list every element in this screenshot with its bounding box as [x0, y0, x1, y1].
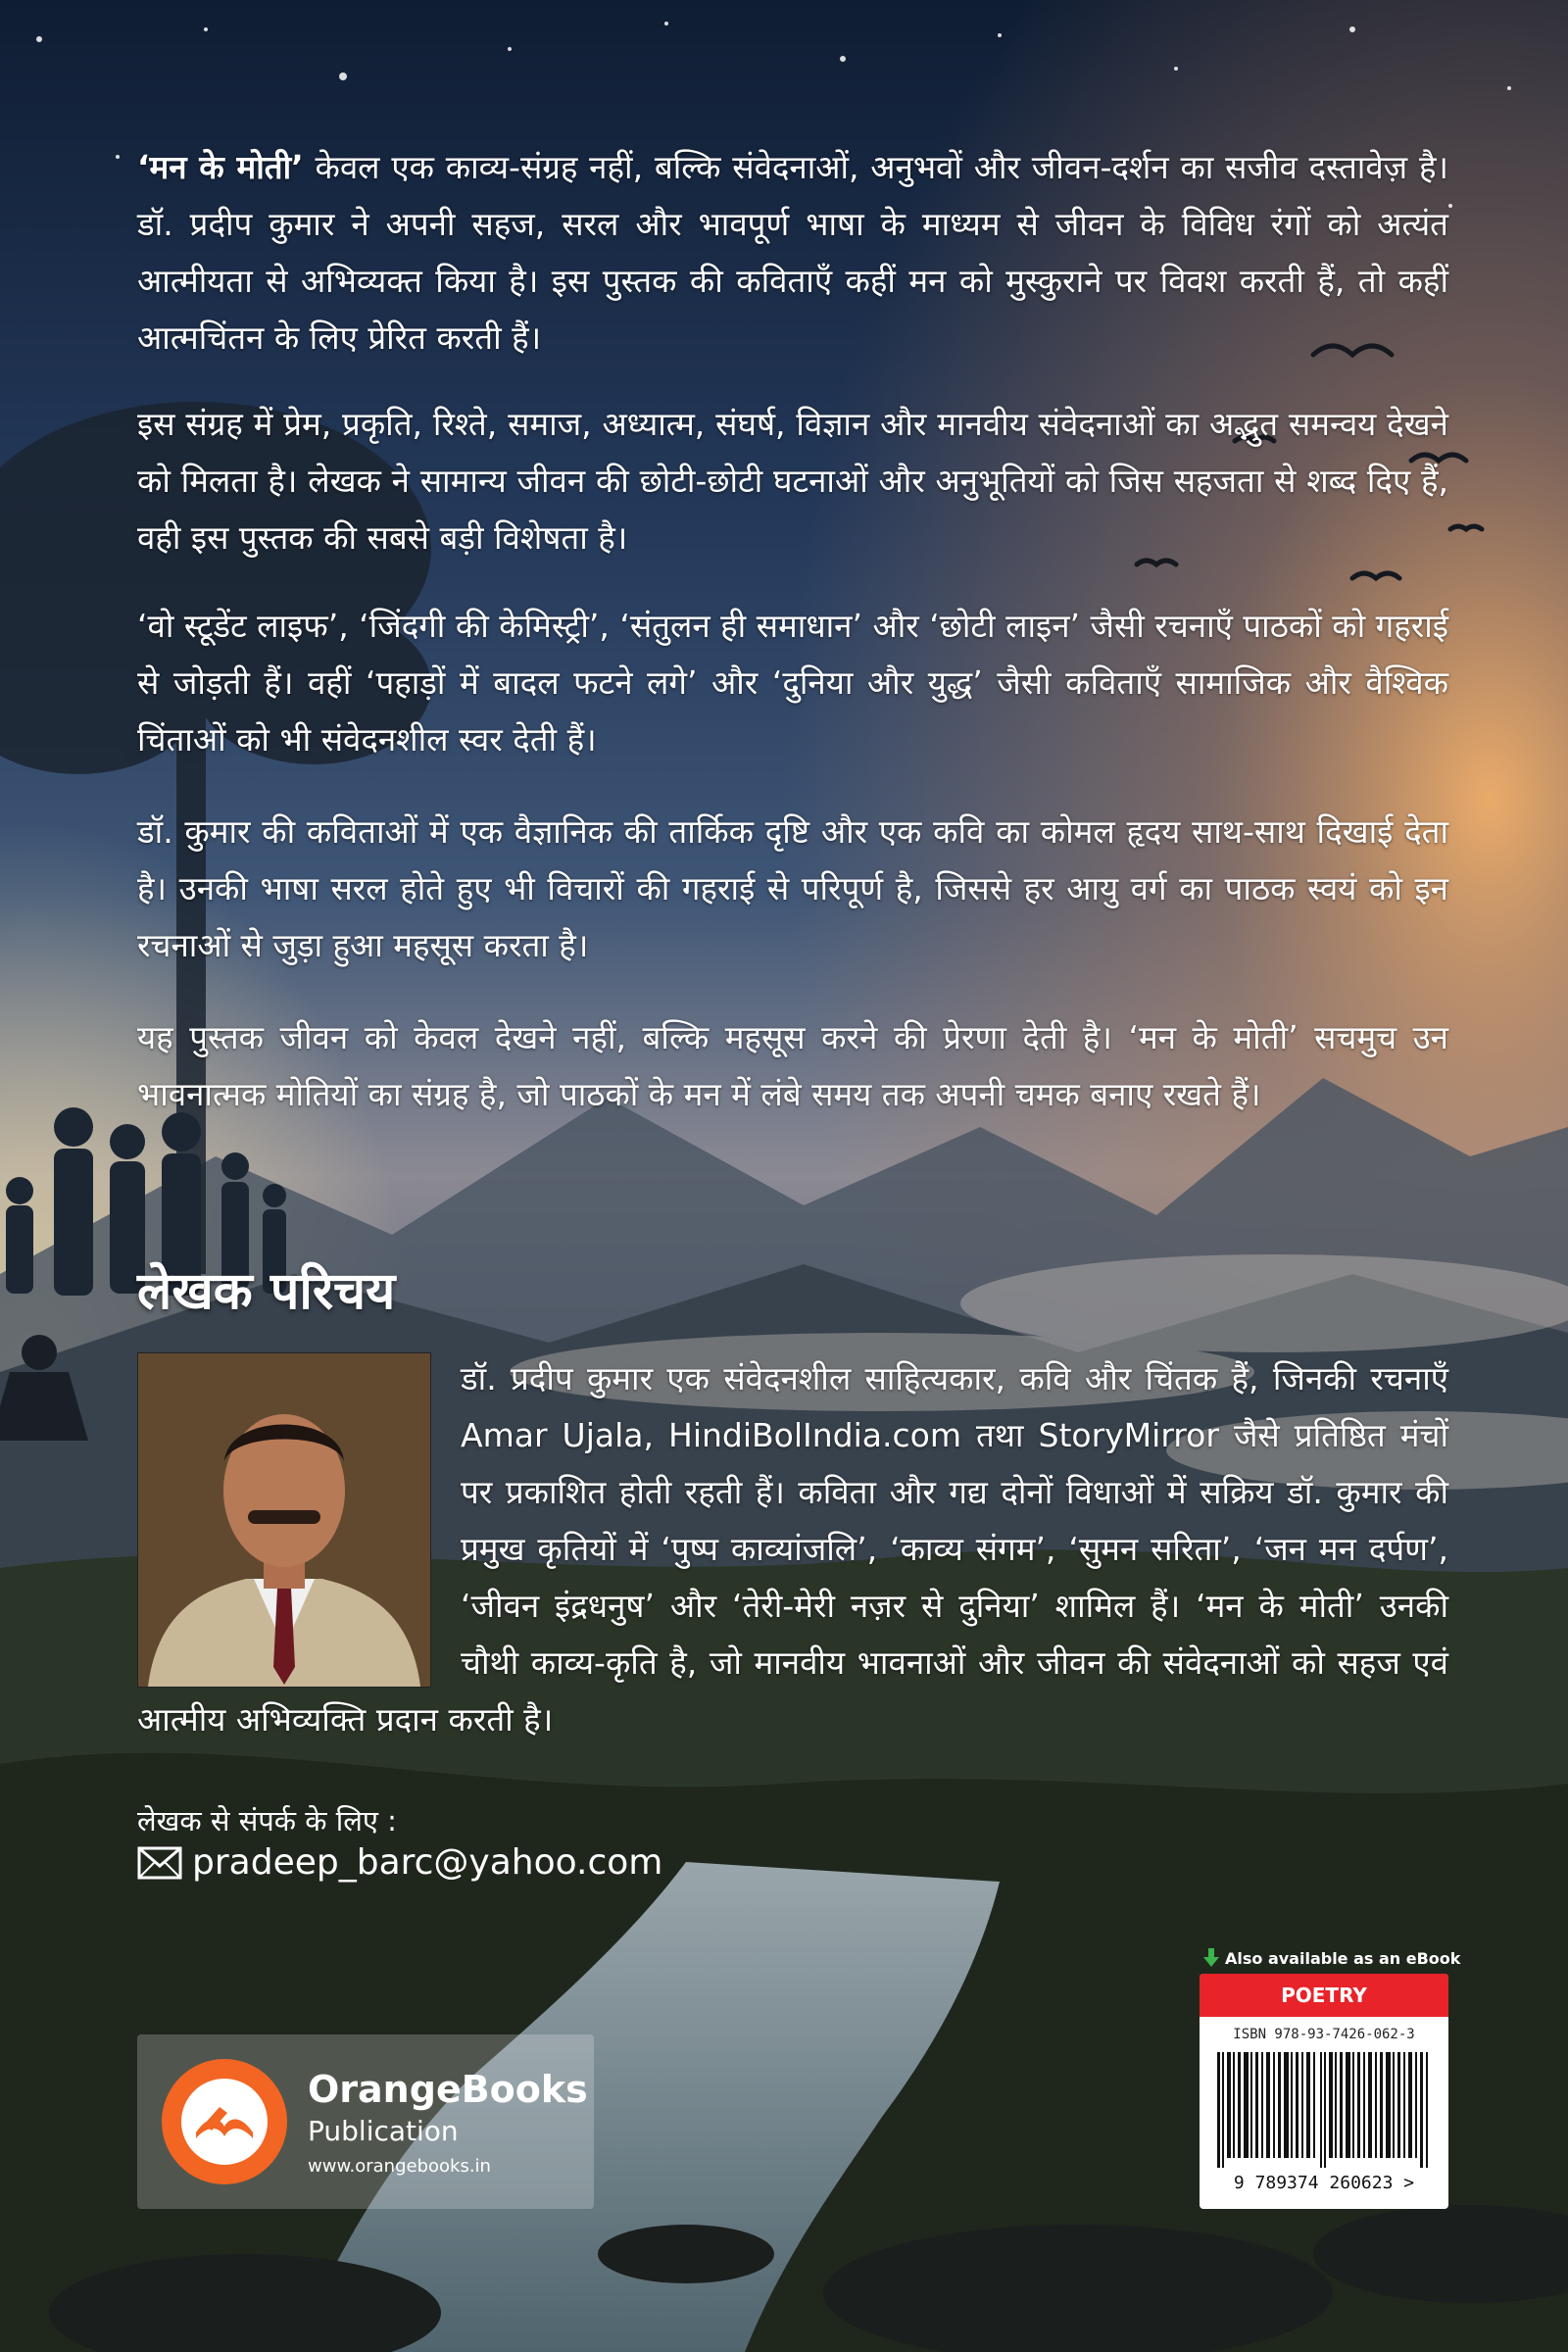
description-paragraph-1: [137, 139, 1448, 367]
ebook-notice: [1203, 1948, 1460, 1968]
description-paragraph-5: यह पुस्तक जीवन को केवल देखने नहीं, बल्कि महसूस करने की प्रेरणा देती है। ‘मन के मोती’ सचमुच उन भावनात्मक मोतियों का संग्रह है, जो पाठकों के मन में लंबे समय तक अपनी चमक बनाए रखते हैं।: [137, 1018, 1448, 1113]
download-arrow-icon: [1203, 1948, 1219, 1968]
contact-email[interactable]: pradeep_barc@yahoo.com: [192, 1842, 663, 1883]
publisher-logo-box: [137, 2034, 594, 2209]
isbn-text: ISBN 978-93-7426-062-3: [1233, 2027, 1415, 2042]
publisher-name: OrangeBooks: [308, 2068, 588, 2111]
description-paragraph-1-text: केवल एक काव्य-संग्रह नहीं, बल्कि संवेदनाओं, अनुभवों और जीवन-दर्शन का सजीव दस्तावेज़ है। डॉ. प्रदीप कुमार ने अपनी सहज, सरल और भावपूर्ण भाषा के माध्यम से जीवन के विविध रंगों को अत्यंत आत्मीयता से अभिव्यक्त किया है। इस पुस्तक की कविताएँ कहीं मन को मुस्कुराने पर विवश करती हैं, तो कहीं आत्मचिंतन के लिए प्रेरित करती हैं।: [137, 148, 1448, 357]
description-paragraph-2: इस संग्रह में प्रेम, प्रकृति, रिश्ते, समाज, अध्यात्म, संघर्ष, विज्ञान और मानवीय संवेदनाओं का अद्भुत समन्वय देखने को मिलता है। लेखक ने सामान्य जीवन की छोटी-छोटी घटनाओं और अनुभूतियों को जिस सहजता से शब्द दिए हैं, वही इस पुस्तक की सबसे बड़ी विशेषता है।: [137, 405, 1448, 557]
author-heading: लेखक परिचय: [137, 1262, 396, 1321]
author-bio: डॉ. प्रदीप कुमार एक संवेदनशील साहित्यकार, कवि और चिंतक हैं, जिनकी रचनाएँ Amar Ujala, HindiBolIndia.com तथा StoryMirror जैसे प्रतिष्ठित मंचों पर प्रकाशित होती रहती हैं। कविता और गद्य दोनों विधाओं में सक्रिय डॉ. कुमार की प्रमुख कृतियों में ‘पुष्प काव्यांजलि’, ‘काव्य संगम’, ‘सुमन सरिता’, ‘जन मन दर्पण’, ‘जीवन इंद्रधनुष’ और ‘तेरी-मेरी नज़र से दुनिया’ शामिल हैं। ‘मन के मोती’ उनकी चौथी काव्य-कृति है, जो मानवीय भावनाओं और जीवन की संवेदनाओं को सहज एवं आत्मीय अभिव्यक्ति प्रदान करती है।: [137, 1359, 1448, 1739]
genre-band: POETRY: [1200, 1974, 1448, 2017]
ebook-label: Also available as an eBook: [1225, 1948, 1461, 1968]
description-paragraph-3: ‘वो स्टूडेंट लाइफ’, ‘जिंदगी की केमिस्ट्री’, ‘संतुलन ही समाधान’ और ‘छोटी लाइन’ जैसी रचनाएँ पाठकों को गहराई से जोड़ती हैं। वहीं ‘पहाड़ों में बादल फटने लगे’ और ‘दुनिया और युद्ध’ जैसी कविताएँ सामाजिक और वैश्विक चिंताओं को भी संवेदनशील स्वर देती हैं।: [137, 607, 1448, 759]
author-photo: [137, 1352, 431, 1688]
publisher-url[interactable]: www.orangebooks.in: [308, 2156, 491, 2177]
barcode-card: [1200, 1974, 1448, 2209]
publisher-subtitle: Publication: [308, 2115, 459, 2147]
description-paragraph-4: डॉ. कुमार की कविताओं में एक वैज्ञानिक की तार्किक दृष्टि और एक कवि का कोमल हृदय साथ-साथ दिखाई देता है। उनकी भाषा सरल होते हुए भी विचारों की गहराई से परिपूर्ण है, जिससे हर आयु वर्ग का पाठक स्वयं को इन रचनाओं से जुड़ा हुआ महसूस करता है।: [137, 812, 1448, 964]
contact-label: लेखक से संपर्क के लिए :: [137, 1804, 397, 1838]
contact-email-row: [137, 1842, 662, 1883]
mail-icon: [137, 1846, 182, 1880]
publisher-logo-icon: [159, 2056, 290, 2187]
barcode-digits: 9 789374 260623 >: [1233, 2173, 1415, 2193]
book-title-inline: ‘मन के मोती’: [137, 148, 304, 186]
barcode-bars: [1217, 2052, 1433, 2168]
